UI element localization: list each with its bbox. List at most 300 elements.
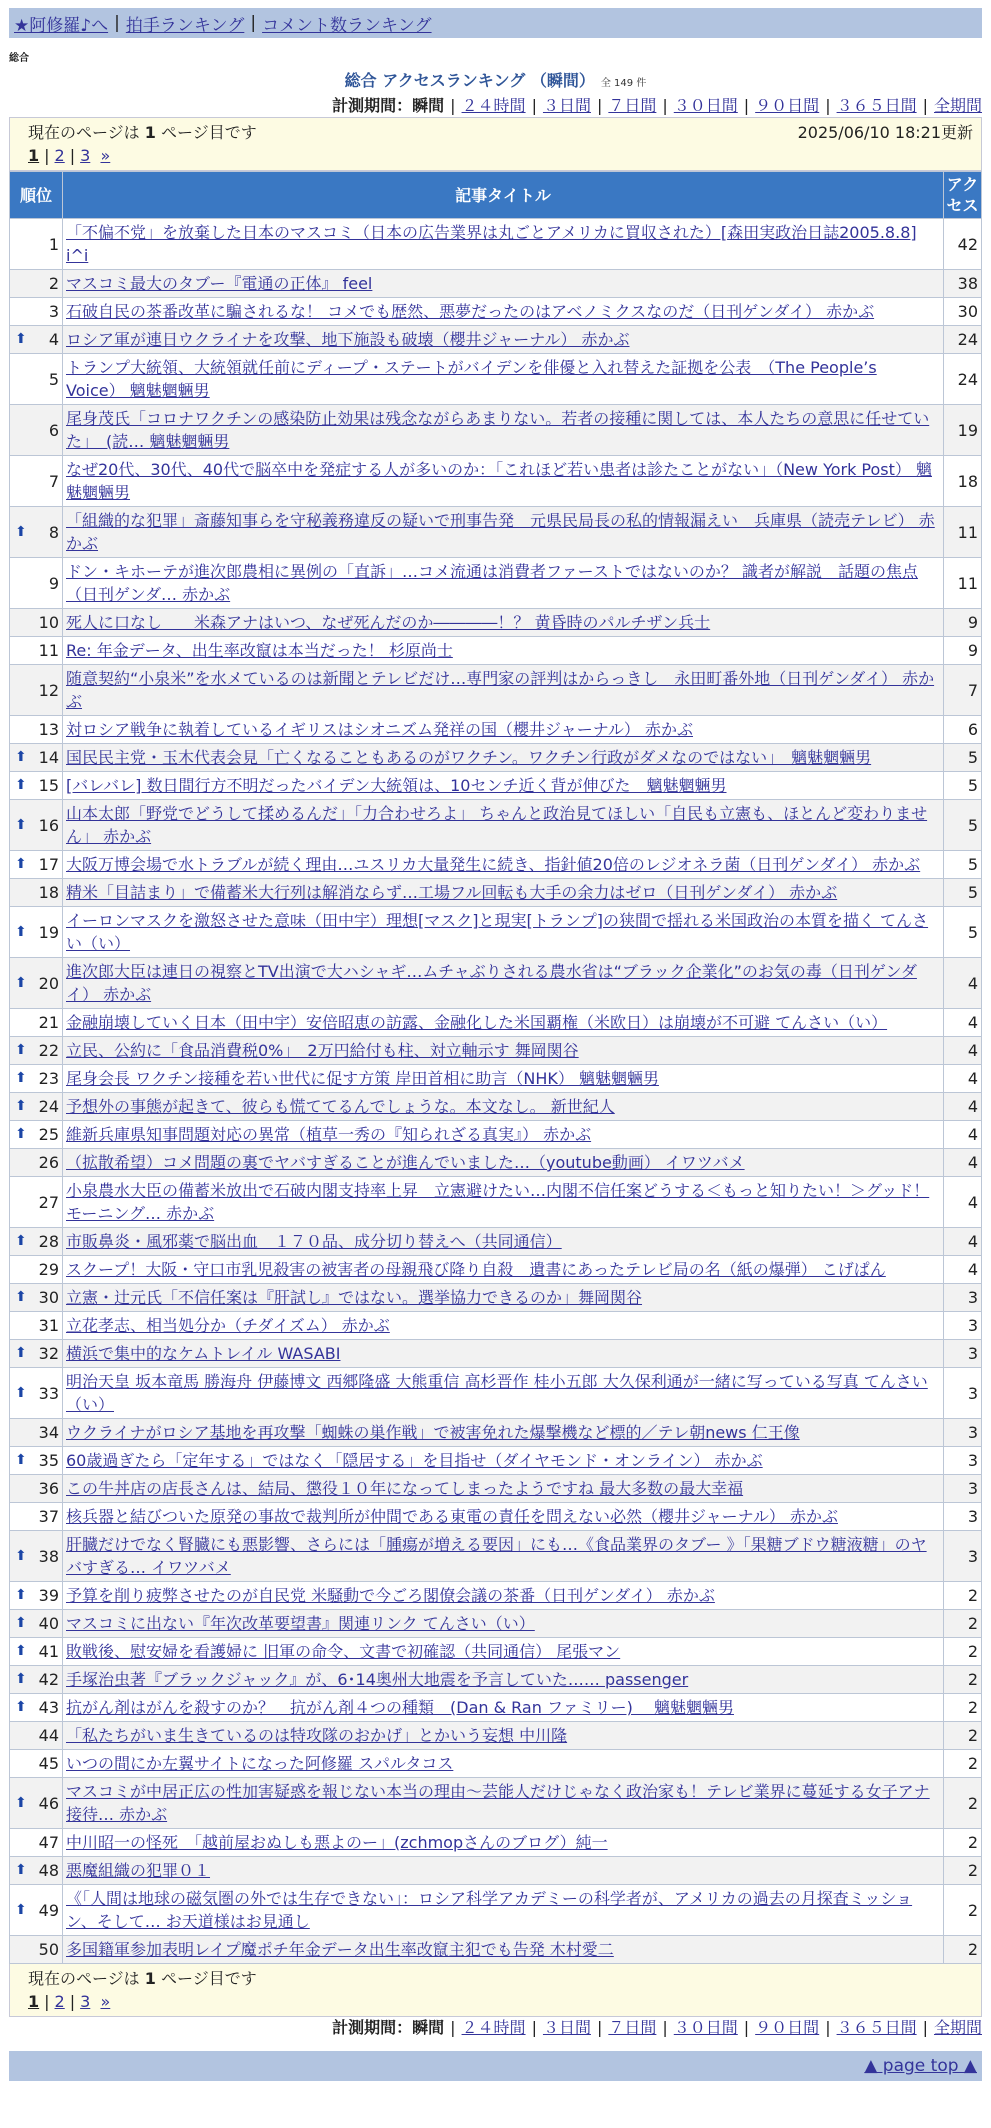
title-cell <box>63 1936 944 1964</box>
rank-number: 7 <box>48 471 59 491</box>
rank-cell <box>10 1936 63 1964</box>
home-link[interactable]: ★阿修羅♪へ <box>14 15 109 36</box>
rank-cell <box>10 456 63 507</box>
access-count: 2 <box>944 1778 982 1829</box>
title-cell <box>63 1256 944 1284</box>
table-row <box>10 298 982 326</box>
up-arrow-icon: ⬆ <box>15 1862 27 1878</box>
rank-number: 10 <box>38 613 59 632</box>
table-row <box>10 958 982 1009</box>
period-link[interactable]: ２４時間 <box>461 96 526 115</box>
article-title-link[interactable]: 立民、公約に「食品消費税0%」 2万円給付も柱、対立軸示す 舞岡関谷 <box>66 1041 579 1060</box>
rank-cell <box>10 1778 63 1829</box>
page-text-post: ページ目です <box>155 1969 257 1988</box>
table-row <box>10 665 982 716</box>
title-cell <box>63 772 944 800</box>
rank-cell <box>10 1093 63 1121</box>
title-cell <box>63 1750 944 1778</box>
access-count: 5 <box>944 879 982 907</box>
table-row <box>10 1582 982 1610</box>
article-title-link[interactable]: 中川昭一の怪死 「越前屋おぬしも悪よのー」(zchmopさんのブログ）純一 <box>66 1833 608 1852</box>
title-cell <box>63 1722 944 1750</box>
article-title-link[interactable]: 「不偏不党」を放棄した日本のマスコミ（日本の広告業界は丸ごとアメリカに買収された）[森田実政治日誌2005.8.8] i^i <box>66 223 917 265</box>
article-title-link[interactable]: マスコミに出ない『年次改革要望書』関連リンク てんさい（い） <box>66 1614 535 1633</box>
article-title-link[interactable]: ドン・キホーテが進次郎農相に異例の「直訴」…コメ流通は消費者ファーストではないのか？ 識者が解説 話題の焦点（日刊ゲンダ… 赤かぶ <box>66 562 918 604</box>
table-row <box>10 558 982 609</box>
rank-number: 37 <box>38 1507 59 1526</box>
access-count: 5 <box>944 744 982 772</box>
rank-number: 3 <box>48 302 59 321</box>
pager-next[interactable]: » <box>100 1992 111 2011</box>
article-title-link[interactable]: Re: 年金データ、出生率改竄は本当だった！ 杉原尚士 <box>66 641 453 660</box>
period-link[interactable]: 全期間 <box>933 96 982 115</box>
article-title-link[interactable]: 核兵器と結びついた原発の事故で裁判所が仲間である東電の責任を問えない必然（櫻井ジャーナル） 赤かぶ <box>66 1507 838 1526</box>
access-count: 9 <box>944 609 982 637</box>
period-separator: | <box>825 2018 831 2037</box>
title-cell <box>63 298 944 326</box>
rank-cell <box>10 1419 63 1447</box>
article-title-link[interactable]: 《「人間は地球の磁気圏の外では生存できない」：ロシア科学アカデミーの科学者が、アメリカの過去の月探査ミッション、そして… お天道様はお見通し <box>66 1889 913 1931</box>
article-title-link[interactable]: 死人に口なし 米森アナはいつ、なぜ死んだのか――――！？ 黄昏時のパルチザン兵士 <box>66 613 711 632</box>
access-count: 3 <box>944 1531 982 1582</box>
article-title-link[interactable]: 抗がん剤はがんを殺すのか？ 抗がん剤４つの種類 (Dan & Ran ファミリー) 魑魅魍魎男 <box>66 1698 734 1717</box>
page-number: 1 <box>144 1969 156 1988</box>
access-count: 2 <box>944 1829 982 1857</box>
access-count: 2 <box>944 1885 982 1936</box>
clap-ranking-link[interactable]: 拍手ランキング <box>125 15 245 36</box>
article-title-link[interactable]: 予想外の事態が起きて、彼らも慌ててるんでしょうな。本文なし。 新世紀人 <box>66 1097 615 1116</box>
rank-number: 16 <box>38 815 59 835</box>
access-count: 4 <box>944 1093 982 1121</box>
rank-cell <box>10 1857 63 1885</box>
rank-number: 50 <box>38 1940 59 1959</box>
rank-cell <box>10 1340 63 1368</box>
rank-cell <box>10 1610 63 1638</box>
pager-current: 1 <box>28 1992 40 2011</box>
up-arrow-icon: ⬆ <box>15 1233 27 1249</box>
rank-cell <box>10 609 63 637</box>
title-cell <box>63 354 944 405</box>
article-title-link[interactable]: スクープ！大阪・守口市乳児殺害の被害者の母親飛び降り自殺 遺書にあったテレビ局の名（紙の爆弾） こげぱん <box>66 1260 886 1279</box>
article-title-link[interactable]: 小泉農水大臣の備蓄米放出で石破内閣支持率上昇 立憲避けたい…内閣不信任案どうする＜もっと知りたい！＞グッド！モーニング… 赤かぶ <box>66 1181 930 1223</box>
up-arrow-icon: ⬆ <box>15 856 27 872</box>
article-title-link[interactable]: 対ロシア戦争に執着しているイギリスはシオニズム発祥の国（櫻井ジャーナル） 赤かぶ <box>66 720 694 739</box>
period-bar-bottom <box>9 2017 982 2039</box>
rank-cell <box>10 958 63 1009</box>
table-row <box>10 1638 982 1666</box>
rank-number: 26 <box>38 1153 59 1172</box>
up-arrow-icon: ⬆ <box>15 1070 27 1086</box>
period-link[interactable]: ９０日間 <box>755 2018 820 2037</box>
table-row <box>10 800 982 851</box>
title-cell <box>63 1419 944 1447</box>
article-title-link[interactable]: （拡散希望）コメ問題の裏でヤバすぎることが進んでいました…（youtube動画） イワツバメ <box>66 1153 745 1172</box>
rank-number: 9 <box>48 573 59 593</box>
table-row <box>10 1093 982 1121</box>
rank-number: 36 <box>38 1479 59 1498</box>
article-title-link[interactable]: 精米「目詰まり」で備蓄米大行列は解消ならず…工場フル回転も大手の余力はゼロ（日刊ゲンダイ） 赤かぶ <box>66 883 838 902</box>
article-title-link[interactable]: 尾身会長 ワクチン接種を若い世代に促す方策 岸田首相に助言（NHK） 魑魅魍魎男 <box>66 1069 659 1088</box>
rank-cell <box>10 219 63 270</box>
article-title-link[interactable]: 明治天皇 坂本竜馬 勝海舟 伊藤博文 西郷隆盛 大熊重信 高杉晋作 桂小五郎 大久保利通が一緒に写っている写真 てんさい（い） <box>66 1372 928 1414</box>
table-row <box>10 1256 982 1284</box>
rank-cell <box>10 1256 63 1284</box>
article-title-link[interactable]: 市販鼻炎・風邪薬で脳出血 １７０品、成分切り替えへ（共同通信） <box>66 1232 562 1251</box>
rank-number: 47 <box>38 1833 59 1852</box>
article-title-link[interactable]: 横浜で集中的なケムトレイル WASABI <box>66 1344 341 1363</box>
title-cell <box>63 1857 944 1885</box>
article-title-link[interactable]: 「私たちがいま生きているのは特攻隊のおかげ」とかいう妄想 中川隆 <box>66 1726 568 1745</box>
rank-cell <box>10 507 63 558</box>
up-arrow-icon: ⬆ <box>15 523 27 540</box>
page-status-bottom <box>9 1964 982 2017</box>
article-title-link[interactable]: 手塚治虫著『ブラックジャック』が、6･14奥州大地震を予言していた…… passenger <box>66 1670 689 1689</box>
access-count: 2 <box>944 1666 982 1694</box>
article-title-link[interactable]: 立憲・辻元氏「不信任案は『肝試し』ではない。選挙協力できるのか」舞岡関谷 <box>66 1288 643 1307</box>
period-link[interactable]: ３０日間 <box>673 96 738 115</box>
table-row <box>10 637 982 665</box>
rank-number: 33 <box>38 1383 59 1403</box>
access-count: 11 <box>944 507 982 558</box>
access-count: 5 <box>944 800 982 851</box>
period-separator: | <box>922 96 928 115</box>
title-cell <box>63 1228 944 1256</box>
rank-cell <box>10 716 63 744</box>
title-cell <box>63 1037 944 1065</box>
pagination-bottom <box>28 1990 973 2013</box>
table-row <box>10 507 982 558</box>
title-cell <box>63 1531 944 1582</box>
title-cell <box>63 1093 944 1121</box>
rank-number: 32 <box>38 1344 59 1363</box>
access-count: 11 <box>944 558 982 609</box>
period-separator: | <box>662 96 668 115</box>
period-link[interactable]: ３０日間 <box>673 2018 738 2037</box>
current-page-text-bottom <box>28 1967 973 1990</box>
access-count: 6 <box>944 716 982 744</box>
access-count: 3 <box>944 1503 982 1531</box>
title-cell <box>63 1284 944 1312</box>
access-count: 3 <box>944 1312 982 1340</box>
article-title-link[interactable]: 立花孝志、相当処分か（チダイズム） 赤かぶ <box>66 1316 390 1335</box>
rank-number: 44 <box>38 1726 59 1745</box>
rank-cell <box>10 1750 63 1778</box>
period-link[interactable]: ３日間 <box>542 2018 591 2037</box>
up-arrow-icon: ⬆ <box>15 777 27 793</box>
title-cell <box>63 507 944 558</box>
rank-cell <box>10 1009 63 1037</box>
article-title-link[interactable]: この牛丼店の店長さんは、結局、懲役１０年になってしまったようですね 最大多数の最大幸福 <box>66 1479 744 1498</box>
pager-separator: | <box>69 1992 76 2011</box>
rank-cell <box>10 1121 63 1149</box>
rank-number: 24 <box>38 1097 59 1116</box>
rank-number: 42 <box>38 1670 59 1689</box>
period-current: 瞬間 <box>412 2018 445 2037</box>
title-cell <box>63 1121 944 1149</box>
table-row <box>10 1312 982 1340</box>
title-cell <box>63 800 944 851</box>
pager-link[interactable]: 3 <box>80 1992 91 2011</box>
title-cell <box>63 1885 944 1936</box>
rank-cell <box>10 851 63 879</box>
article-title-link[interactable]: 金融崩壊していく日本（田中宇）安倍昭恵の訪露、金融化した米国覇権（米欧日）は崩壊が不可避 てんさい（い） <box>66 1013 888 1032</box>
up-arrow-icon: ⬆ <box>15 749 27 765</box>
up-arrow-icon: ⬆ <box>15 1126 27 1142</box>
rank-number: 49 <box>38 1900 59 1920</box>
up-arrow-icon: ⬆ <box>15 1699 27 1715</box>
pager-link[interactable]: 2 <box>54 146 65 165</box>
up-arrow-icon: ⬆ <box>15 1042 27 1058</box>
current-page-text <box>28 121 257 144</box>
rank-number: 15 <box>38 776 59 795</box>
title-cell <box>63 1503 944 1531</box>
rank-cell <box>10 879 63 907</box>
rank-cell <box>10 354 63 405</box>
pager-link[interactable]: 2 <box>54 1992 65 2011</box>
rank-cell <box>10 1885 63 1936</box>
footer-bar <box>9 2051 982 2081</box>
access-count: 4 <box>944 1228 982 1256</box>
article-title-link[interactable]: 石破自民の茶番改革に騙されるな！ コメでも歴然、悪夢だったのはアベノミクスなのだ（日刊ゲンダイ） 赤かぶ <box>66 302 875 321</box>
table-row <box>10 772 982 800</box>
table-row <box>10 879 982 907</box>
pagination-top <box>28 144 973 167</box>
article-title-link[interactable]: 進次郎大臣は連日の視察とTV出演で大ハシャギ…ムチャぶりされる農水省は“ブラック企業化”のお気の毒（日刊ゲンダイ） 赤かぶ <box>66 962 917 1004</box>
article-title-link[interactable]: 随意契約“小泉米”を水メているのは新聞とテレビだけ…専門家の評判はからっきし 永田町番外地（日刊ゲンダイ） 赤かぶ <box>66 669 935 711</box>
rank-number: 35 <box>38 1451 59 1470</box>
rank-number: 45 <box>38 1754 59 1773</box>
updated-timestamp: 2025/06/10 18:21更新 <box>797 123 973 142</box>
comment-ranking-link[interactable]: コメント数ランキング <box>262 15 432 36</box>
article-title-link[interactable]: 肝臓だけでなく腎臓にも悪影響、さらには「腫瘍が増える要因」にも…《食品業界のタブー 》「果糖ブドウ糖液糖」のヤバすぎる… イワツバメ <box>66 1535 927 1577</box>
access-count: 2 <box>944 1857 982 1885</box>
article-title-link[interactable]: 60歳過ぎたら「定年する」ではなく「隠居する」を目指せ（ダイヤモンド・オンライン） 赤かぶ <box>66 1451 763 1470</box>
table-row <box>10 1149 982 1177</box>
access-count: 4 <box>944 1065 982 1093</box>
period-separator: | <box>825 96 831 115</box>
period-separator: | <box>596 2018 603 2037</box>
article-title-link[interactable]: [バレバレ] 数日間行方不明だったバイデン大統領は、10センチ近く背が伸びた 魑魅魍魎男 <box>66 776 727 795</box>
access-count: 5 <box>944 907 982 958</box>
rank-cell <box>10 1037 63 1065</box>
rank-cell <box>10 326 63 354</box>
period-bar-top <box>9 95 982 117</box>
rank-number: 46 <box>38 1793 59 1813</box>
rank-number: 11 <box>38 641 59 660</box>
rank-number: 21 <box>38 1013 59 1032</box>
table-row <box>10 1037 982 1065</box>
article-title-link[interactable]: 多国籍軍参加表明レイプ魔ポチ年金データ出生率改竄主犯でも告発 木村愛二 <box>66 1940 614 1959</box>
rank-number: 38 <box>38 1546 59 1566</box>
ranking-table <box>9 171 982 1964</box>
table-row <box>10 1121 982 1149</box>
period-link[interactable]: 全期間 <box>933 2018 982 2037</box>
up-arrow-icon: ⬆ <box>15 923 27 940</box>
access-count: 3 <box>944 1284 982 1312</box>
rank-cell <box>10 1177 63 1228</box>
pager-next[interactable]: » <box>100 146 111 165</box>
rank-number: 2 <box>48 274 59 293</box>
article-title-link[interactable]: 山本太郎「野党でどうして揉めるんだ」「力合わせろよ」 ちゃんと政治見てほしい「自民も立憲も、ほとんど変わりません」 赤かぶ <box>66 804 928 846</box>
period-link[interactable]: ７日間 <box>608 2018 657 2037</box>
period-current: 瞬間 <box>412 96 445 115</box>
pager-separator: | <box>44 1992 50 2011</box>
title-cell <box>63 744 944 772</box>
table-row <box>10 1340 982 1368</box>
access-count: 2 <box>944 1936 982 1964</box>
table-row <box>10 1368 982 1419</box>
up-arrow-icon: ⬆ <box>15 1615 27 1631</box>
page-title-text: 総合 アクセスランキング （瞬間） <box>344 71 595 90</box>
up-arrow-icon: ⬆ <box>15 1098 27 1114</box>
article-title-link[interactable]: 「組織的な犯罪」斎藤知事らを守秘義務違反の疑いで刑事告発 元県民局長の私的情報漏えい 兵庫県（読売テレビ） 赤かぶ <box>66 511 935 553</box>
period-link[interactable]: ２４時間 <box>461 2018 526 2037</box>
table-row <box>10 716 982 744</box>
rank-cell <box>10 1503 63 1531</box>
article-title-link[interactable]: 維新兵庫県知事問題対応の異常（植草一秀の『知られざる真実』） 赤かぶ <box>66 1125 592 1144</box>
rank-number: 27 <box>38 1192 59 1212</box>
rank-number: 34 <box>38 1423 59 1442</box>
access-count: 5 <box>944 851 982 879</box>
title-cell <box>63 1778 944 1829</box>
period-label: 計測期間： <box>332 96 413 115</box>
rank-cell <box>10 1447 63 1475</box>
up-arrow-icon: ⬆ <box>15 974 27 991</box>
up-arrow-icon: ⬆ <box>15 331 27 347</box>
access-count: 3 <box>944 1419 982 1447</box>
table-row <box>10 270 982 298</box>
period-link[interactable]: ９０日間 <box>755 96 820 115</box>
period-link[interactable]: ３６５日間 <box>836 2018 917 2037</box>
title-cell <box>63 1447 944 1475</box>
rank-number: 14 <box>38 748 59 767</box>
article-title-link[interactable]: 予算を削り疲弊させたのが自民党 米騒動で今ごろ閣僚会議の茶番（日刊ゲンダイ） 赤かぶ <box>66 1586 715 1605</box>
table-row <box>10 1829 982 1857</box>
page-number: 1 <box>144 123 156 142</box>
access-count: 3 <box>944 1447 982 1475</box>
article-title-link[interactable]: マスコミが中居正広の性加害疑惑を報じない本当の理由～芸能人だけじゃなく政治家も！テレビ業界に蔓延する女子アナ接待… 赤かぶ <box>66 1782 930 1824</box>
article-title-link[interactable]: 大阪万博会場で水トラブルが続く理由…ユスリカ大量発生に続き、指針値20倍のレジオネラ菌（日刊ゲンダイ） 赤かぶ <box>66 855 921 874</box>
pager-link[interactable]: 3 <box>80 146 91 165</box>
table-row <box>10 219 982 270</box>
access-count: 3 <box>944 1475 982 1503</box>
access-count: 2 <box>944 1610 982 1638</box>
page-title <box>9 70 982 95</box>
access-count: 24 <box>944 354 982 405</box>
rank-number: 20 <box>38 973 59 993</box>
rank-cell <box>10 772 63 800</box>
access-count: 18 <box>944 456 982 507</box>
page-text-pre: 現在のページは <box>28 123 145 142</box>
rank-number: 48 <box>38 1861 59 1880</box>
up-arrow-icon: ⬆ <box>15 1671 27 1687</box>
up-arrow-icon: ⬆ <box>15 1384 27 1401</box>
pager-separator: | <box>69 146 76 165</box>
period-separator: | <box>450 96 456 115</box>
access-count: 2 <box>944 1750 982 1778</box>
article-title-link[interactable]: トランプ大統領、大統領就任前にディープ・ステートがバイデンを俳優と入れ替えた証拠を公表 （The People’s Voice） 魑魅魍魎男 <box>66 358 877 400</box>
table-row <box>10 1531 982 1582</box>
rank-number: 43 <box>38 1698 59 1717</box>
table-row <box>10 1857 982 1885</box>
rank-number: 28 <box>38 1232 59 1251</box>
ranking-table-body <box>10 219 982 1964</box>
rank-cell <box>10 665 63 716</box>
article-title-link[interactable]: 尾身茂氏「コロナワクチンの感染防止効果は残念ながらあまりない。若者の接種に関しては、本人たちの意思に任せていた」 (読… 魑魅魍魎男 <box>66 409 930 451</box>
article-title-link[interactable]: イーロンマスクを激怒させた意味（田中宇）理想[マスク]と現実[トランプ]の狭間で揺れる米国政治の本質を描く てんさい（い） <box>66 911 929 953</box>
access-count: 19 <box>944 405 982 456</box>
article-title-link[interactable]: 悪魔組織の犯罪０１ <box>66 1861 211 1880</box>
rank-number: 19 <box>38 922 59 942</box>
article-title-link[interactable]: いつの間にか左翼サイトになった阿修羅 スパルタコス <box>66 1754 454 1773</box>
rank-cell <box>10 800 63 851</box>
up-arrow-icon: ⬆ <box>15 1901 27 1918</box>
up-arrow-icon: ⬆ <box>15 1452 27 1468</box>
title-cell <box>63 1582 944 1610</box>
period-label: 計測期間： <box>332 2018 413 2037</box>
rank-number: 23 <box>38 1069 59 1088</box>
title-cell <box>63 665 944 716</box>
rank-number: 4 <box>48 330 59 349</box>
article-title-link[interactable]: なぜ20代、30代、40代で脳卒中を発症する人が多いのか：「これほど若い患者は診たことがない」（New York Post） 魑魅魍魎男 <box>66 460 932 502</box>
table-row <box>10 405 982 456</box>
article-title-link[interactable]: 国民民主党・玉木代表会見「亡くなることもあるのがワクチン。ワクチン行政がダメなのではない」 魑魅魍魎男 <box>66 748 872 767</box>
rank-cell <box>10 298 63 326</box>
title-column-header: 記事タイトル <box>63 172 944 219</box>
up-arrow-icon: ⬆ <box>15 816 27 833</box>
title-cell <box>63 270 944 298</box>
rank-number: 30 <box>38 1288 59 1307</box>
table-row <box>10 1065 982 1093</box>
table-row <box>10 1503 982 1531</box>
pager-separator: | <box>44 146 50 165</box>
title-cell <box>63 1177 944 1228</box>
rank-cell <box>10 1829 63 1857</box>
article-title-link[interactable]: ロシア軍が連日ウクライナを攻撃、地下施設も破壊（櫻井ジャーナル） 赤かぶ <box>66 330 630 349</box>
rank-cell <box>10 744 63 772</box>
period-separator: | <box>450 2018 456 2037</box>
nav-separator: | <box>114 13 120 33</box>
nav-separator: | <box>250 13 257 33</box>
rank-number: 1 <box>48 234 59 254</box>
page-text-post: ページ目です <box>155 123 257 142</box>
rank-cell <box>10 1475 63 1503</box>
category-label: 総合 <box>9 53 29 64</box>
page-top-link[interactable]: ▲ page top ▲ <box>864 2056 977 2076</box>
rank-number: 41 <box>38 1642 59 1661</box>
access-count: 4 <box>944 1121 982 1149</box>
title-cell <box>63 456 944 507</box>
rank-cell <box>10 1149 63 1177</box>
period-link[interactable]: ３日間 <box>542 96 591 115</box>
table-row <box>10 1936 982 1964</box>
period-link[interactable]: ７日間 <box>608 96 657 115</box>
title-cell <box>63 879 944 907</box>
article-title-link[interactable]: マスコミ最大のタブー『電通の正体』 feel <box>66 274 373 293</box>
access-count: 3 <box>944 1340 982 1368</box>
up-arrow-icon: ⬆ <box>15 1643 27 1659</box>
article-title-link[interactable]: ウクライナがロシア基地を再攻撃「蜘蛛の巣作戦」で被害免れた爆撃機など標的／テレ朝news 仁王像 <box>66 1423 800 1442</box>
rank-cell <box>10 558 63 609</box>
rank-number: 13 <box>38 720 59 739</box>
rank-number: 8 <box>48 522 59 542</box>
rank-number: 6 <box>48 420 59 440</box>
period-separator: | <box>743 96 750 115</box>
period-link[interactable]: ３６５日間 <box>836 96 917 115</box>
table-row <box>10 1177 982 1228</box>
article-title-link[interactable]: 敗戦後、慰安婦を看護婦に 旧軍の命令、文書で初確認（共同通信） 尾張マン <box>66 1642 621 1661</box>
title-cell <box>63 716 944 744</box>
